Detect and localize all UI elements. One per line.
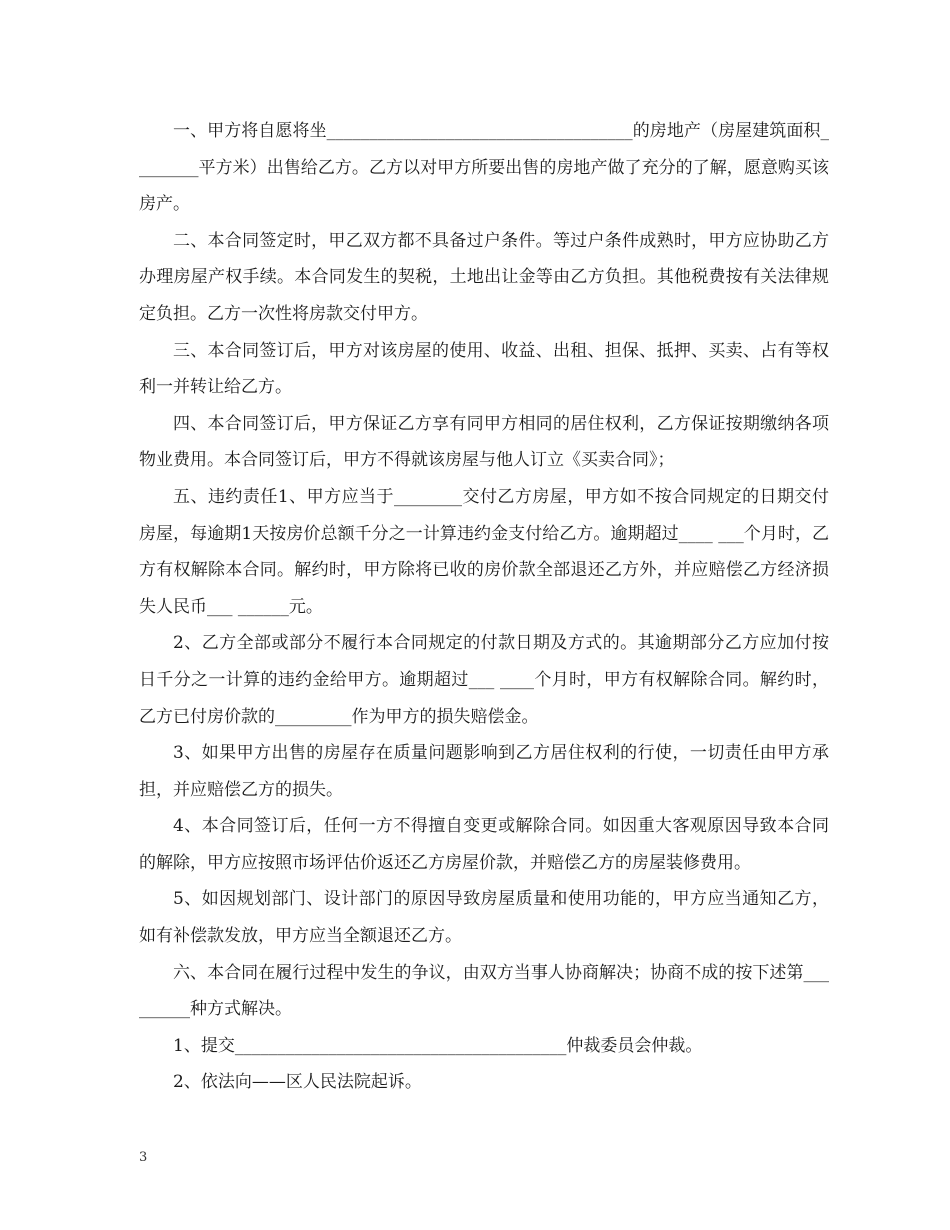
clause-4-residence-rights: 四、本合同签订后，甲方保证乙方享有同甲方相同的居住权利，乙方保证按期缴纳各项物业费用。本合同签订后，甲方不得就该房屋与他人订立《买卖合同》；: [139, 413, 829, 471]
clause-5-2-buyer-payment-default: 2、乙方全部或部分不履行本合同规定的付款日期及方式的。其逾期部分乙方应加付按日千分之一计算的违约金给甲方。逾期超过___ ____个月时，甲方有权解除合同。解约时， 乙方已付房价款的_________作为甲方的损失赔偿金。: [139, 633, 835, 727]
clause-5-4-contract-termination: 4、本合同签订后，任何一方不得擅自变更或解除合同。如因重大客观原因导致本合同的解除，甲方应按照市场评估价返还乙方房屋价款，并赔偿乙方的房屋装修费用。: [139, 816, 829, 873]
clause-2-transfer-conditions: 二、本合同签定时，甲乙双方都不具备过户条件。等过户条件成熟时，甲方应协助乙方办理房屋产权手续。本合同发生的契税，土地出让金等由乙方负担。其他税费按有关法律规定负担。乙方一次性将房款交付甲方。: [139, 230, 829, 324]
clause-1-sale-property: 一、甲方将自愿将坐____________________________________的房地产（房屋建筑面积________平方米）出售给乙方。乙方以对甲方所要出售的房地产做了充分的了解，愿意购买该房产。: [139, 121, 829, 215]
page-number: 3: [139, 1150, 148, 1165]
contract-body: [139, 113, 835, 1101]
clause-3-rights-transfer: 三、本合同签订后，甲方对该房屋的使用、收益、出租、担保、抵押、买卖、占有等权利一并转让给乙方。: [139, 340, 829, 398]
clause-6-2-litigation: 2、依法向——区人民法院起诉。: [173, 1072, 422, 1093]
clause-6-1-arbitration: 1、提交_______________________________________仲裁委员会仲裁。: [173, 1035, 703, 1056]
clause-5-3-quality-issues: 3、如果甲方出售的房屋存在质量问题影响到乙方居住权利的行使，一切责任由甲方承担，并应赔偿乙方的损失。: [139, 743, 829, 800]
clause-5-5-planning-causes: 5、如因规划部门、设计部门的原因导致房屋质量和使用功能的，甲方应当通知乙方，如有补偿款发放，甲方应当全额退还乙方。: [139, 889, 829, 947]
clause-5-breach-liability: 五、违约责任1、甲方应当于________交付乙方房屋，甲方如不按合同规定的日期交付房屋，每逾期1天按房价总额千分之一计算违约金支付给乙方。逾期超过____ ___个月时，乙方有权解除本合同。解约时，甲方除将已收的房价款全部退还乙方外，并应赔偿乙方经济损失人民币___ ______元。: [139, 486, 829, 617]
clause-6-dispute-resolution: 六、本合同在履行过程中发生的争议，由双方当事人协商解决；协商不成的按下述第_________种方式解决。: [139, 962, 829, 1020]
